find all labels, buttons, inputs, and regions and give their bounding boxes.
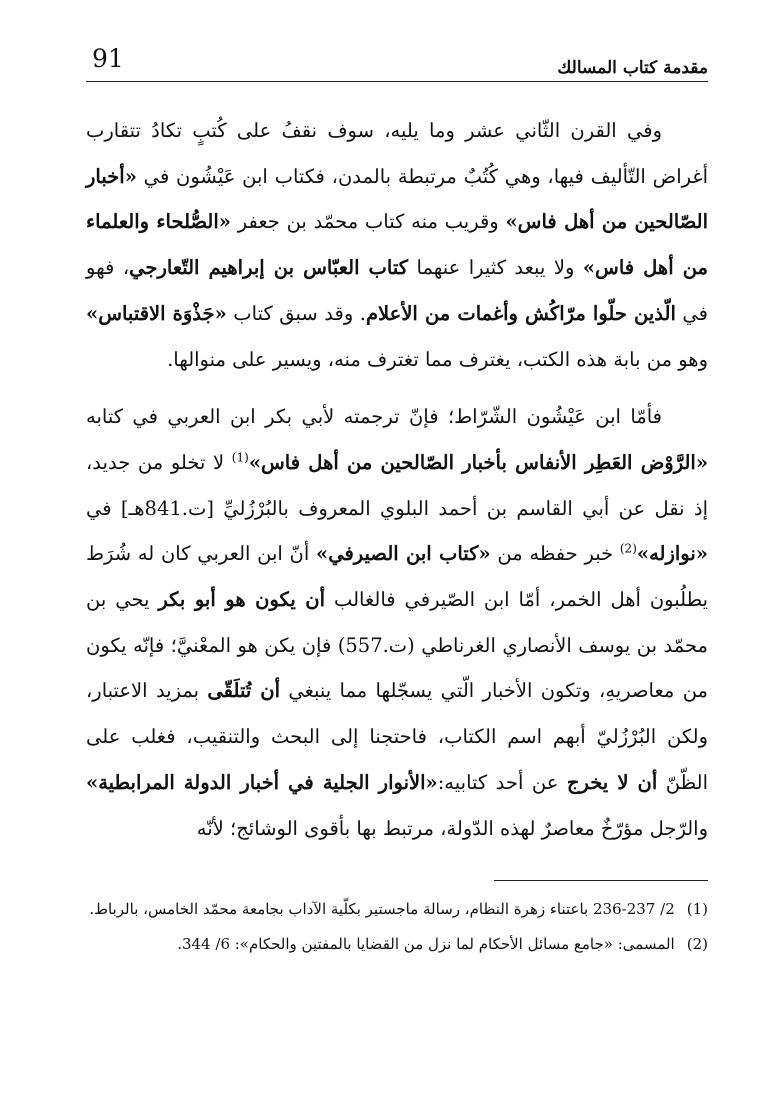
text-run: ، فهو في xyxy=(86,256,708,325)
bold-title-text: «جَذْوَة الاقتباس» xyxy=(86,301,227,325)
text-run: وهو من بابة هذه الكتب، يغترف مما تغترف منه، ويسير على منوالها. xyxy=(167,347,708,371)
text-run: . وقد سبق كتاب xyxy=(226,301,366,325)
text-run: أنّ ابن العربي كان له شُرَط يطلُبون أهل الخمر، أمّا ابن الصّيرفي فالغالب xyxy=(86,542,708,612)
text-run: يحي بن محمّد بن يوسف الأنصاري الغرناطي (ت.557) فإن يكن هو المعْنيَّ؛ فإنّه يكون من معاصريهِ، وتكون الأخبار الّتي يسجّلها مما ينبغي xyxy=(86,588,708,703)
footnote-text: المسمى: «جامع مسائل الأحكام لما نزل من القضايا بالمفتين والحكام»: 6/ 344. xyxy=(177,935,675,953)
bold-title-text: «نوازله» xyxy=(636,542,708,566)
text-run: خبر حفظه من xyxy=(490,542,620,566)
footnote-rule xyxy=(494,880,708,881)
bold-title-text: «كتاب ابن الصيرفي» xyxy=(316,542,491,566)
footnote-text: 2/ 236-237 باعتناء زهرة النظام، رسالة ماجستير بكلّية الآداب بجامعة محمّد الخامس، بالرباط. xyxy=(89,900,675,918)
paragraph-2 xyxy=(86,394,708,851)
text-run: والرّجل مؤرّخٌ معاصرٌ لهذه الدّولة، مرتبط بها بأقوى الوشائج؛ لأنّه xyxy=(196,816,708,840)
running-title: مقدمة كتاب المسالك xyxy=(557,58,708,78)
bold-title-text: أن يكون هو أبو بكر xyxy=(158,588,326,612)
bold-title-text: «أخبار الصّالحين من أهل فاس» xyxy=(86,164,708,234)
text-run: بمزيد الاعتبار، ولكن البُرْزُليّ أبهم اسم الكتاب، فاحتجنا إلى البحث والتنقيب، فغلب على الظّنّ xyxy=(86,679,708,794)
text-run: وفي القرن الثّاني عشر وما يليه، سوف نقفُ على كُتبٍ تكادُ تتقارب أغراض التّأليف فيها، وهي كُتُبٌ مرتبطة بالمدن، فكتاب ابن عَيْشُون في xyxy=(86,119,708,188)
text-run: وقريب منه كتاب محمّد بن جعفر xyxy=(230,210,506,234)
paragraph-1 xyxy=(86,108,708,382)
header-rule xyxy=(86,81,708,82)
text-run: فأمّا ابن عَيْشُون الشّرّاط؛ فإنّ ترجمته لأبي بكر ابن العربي في كتابه xyxy=(86,405,662,429)
bold-title-text: أن تُتلَقّى xyxy=(207,679,280,703)
bold-title-text: الّذين حلّوا مرّاكُش وأغمات من الأعلام xyxy=(365,301,676,325)
text-run: عن أحد كتابيه: xyxy=(437,770,567,794)
bold-title-text: «الرَّوْض العَطِر الأنفاس بأخبار الصّالحين من أهل فاس» xyxy=(248,450,709,474)
body-text xyxy=(86,108,708,851)
bold-title-text: كتاب العبّاس بن إبراهيم التّعارجي xyxy=(129,256,409,280)
footnote-ref: (1) xyxy=(231,450,249,465)
text-run: ولا يبعد كثيرا عنهما xyxy=(408,256,583,280)
running-header xyxy=(86,40,708,80)
footnote-number: (2) xyxy=(686,935,708,953)
bold-title-text: «الصُّلحاء والعلماء من أهل فاس» xyxy=(86,210,708,280)
bold-title-text: «الأنوار الجلية في أخبار الدولة المرابطية» xyxy=(86,770,438,794)
footnote-number: (1) xyxy=(686,900,708,918)
page-number: 91 xyxy=(92,44,124,73)
footnote-2 xyxy=(86,927,708,962)
text-run: لا تخلو من جديد، إذ نقل عن أبي القاسم بن أحمد البلوي المعروف بالبُرْزُليِّ [ت.841هـ] في xyxy=(86,450,708,520)
footnote-ref: (2) xyxy=(619,541,637,556)
footnote-1 xyxy=(86,892,708,927)
bold-title-text: أن لا يخرج xyxy=(566,770,658,794)
footnotes xyxy=(86,892,708,962)
